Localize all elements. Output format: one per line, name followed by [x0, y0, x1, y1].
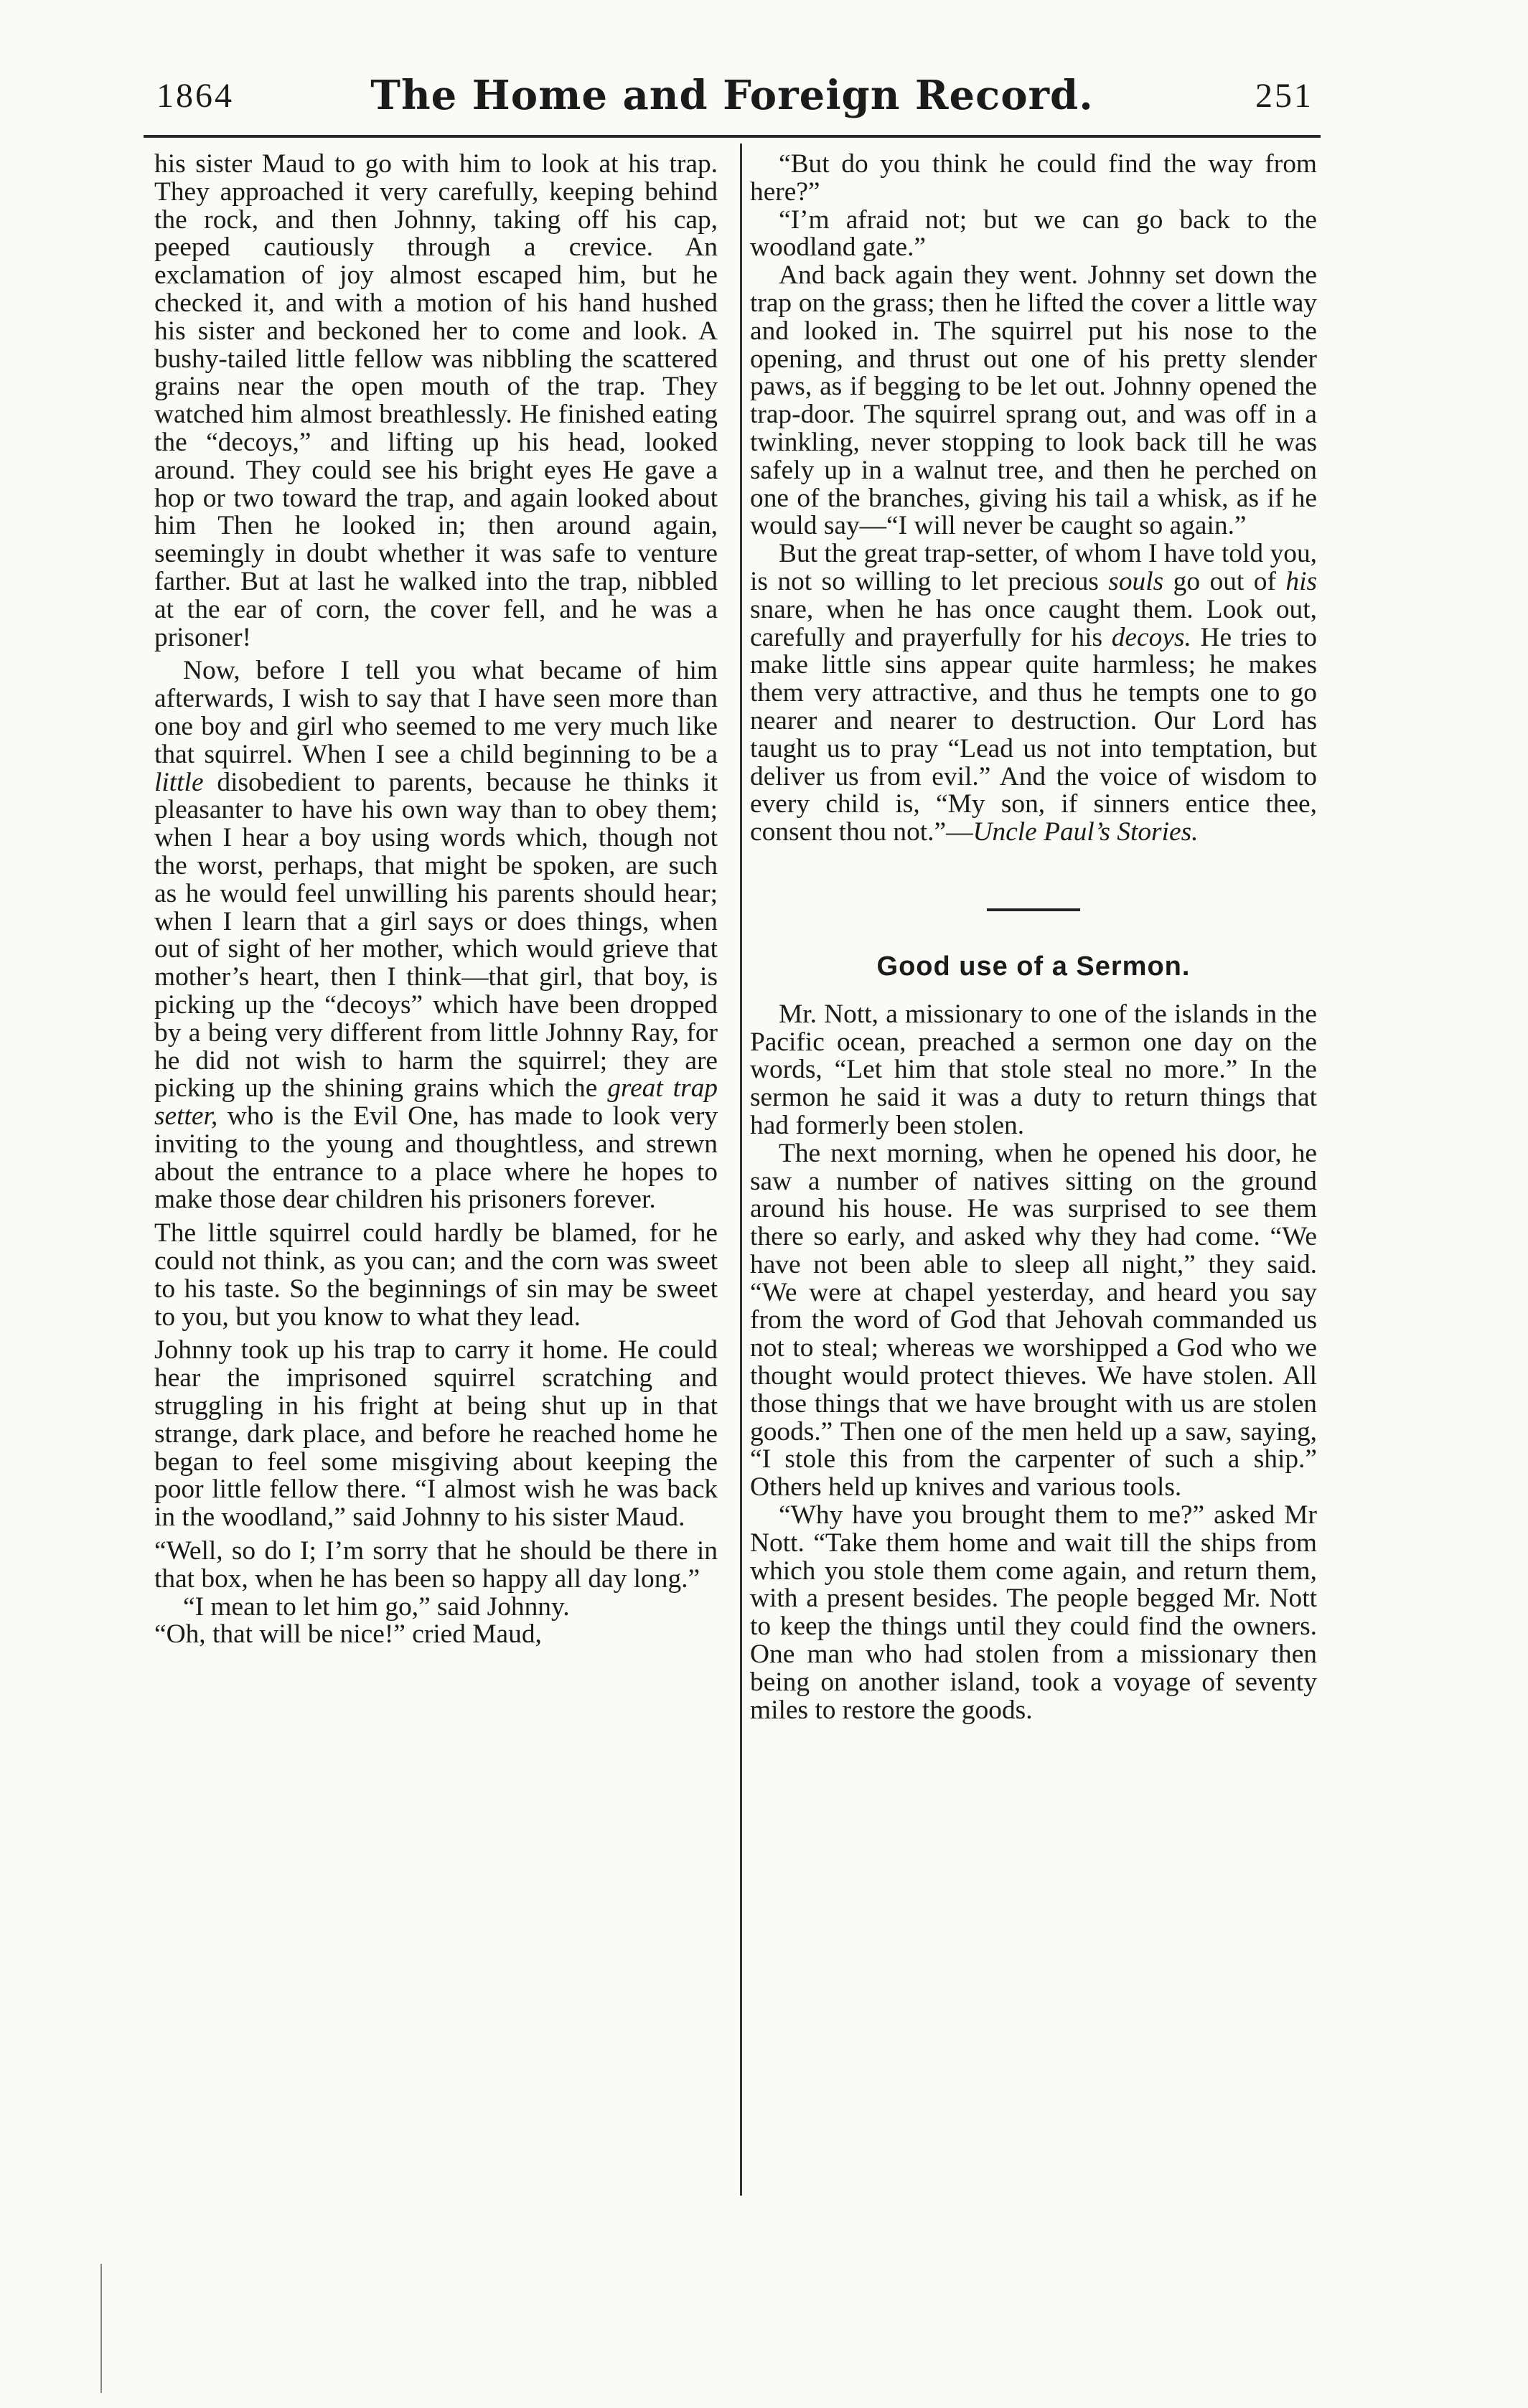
header-year: 1864 — [156, 77, 234, 115]
paragraph: Now, before I tell you what became of him afterwards, I wish to say that I have seen more than one boy and girl who seemed to me very much like that squirrel. When I see a child beginning to be a little disobedient to parents, because he thinks it pleasanter to have his own way than to obey them; when I hear a boy using words which, though not the worst, perhaps, that might be spoken, are such as he would feel unwilling his parents should hear; when I learn that a girl says or does things, when out of sight of her mother, which would grieve that mother’s heart, then I think—that girl, that boy, is picking up the “decoys” which have been dropped by a being very different from little Johnny Ray, for he did not wish to harm the squirrel; they are picking up the shining grains which the great trap setter, who is the Evil One, has made to look very inviting to the young and thoughtless, and strewn about the entrance to a place where he hopes to make those dear children his prisoners forever. — [154, 656, 718, 1215]
emphasis: his — [1285, 566, 1318, 596]
section-separator — [987, 908, 1080, 911]
page-header — [144, 72, 1321, 141]
source-citation: Uncle Paul’s Stories. — [972, 817, 1199, 847]
emphasis: decoys. — [1111, 622, 1191, 652]
paragraph: Johnny took up his trap to carry it home. He could hear the imprisoned squirrel scratching and struggling in his fright at being shut up in that strange, dark place, and before he reached home he began to feel some misgiving about keeping the poor little fellow there. “I almost wish he was back in the woodland,” said Johnny to his sister Maud. — [154, 1335, 718, 1533]
paragraph: “Well, so do I; I’m sorry that he should be there in that box, when he has been so happy all day long.” — [154, 1536, 718, 1594]
emphasis: souls — [1108, 566, 1164, 596]
emphasis: great trap setter, — [154, 1073, 718, 1132]
paragraph: “I’m afraid not; but we can go back to the woodland gate.” — [750, 204, 1317, 263]
paragraph: But the great trap-setter, of whom I have told you, is not so willing to let precious souls go out of his snare, when he has once caught them. Look out, carefully and prayerfully for his decoys. He tries to make little sins appear quite harmless; he makes them very attractive, and thus he tempts one to go nearer and nearer to destruction. Our Lord has taught us to pray “Lead us not into temptation, but deliver us from evil.” And the voice of wisdom to every child is, “My son, if sinners entice thee, consent thou not.”—Uncle Paul’s Stories. — [750, 539, 1318, 847]
margin-mark — [100, 2264, 102, 2393]
paragraph: “I mean to let him go,” said Johnny. — [183, 1591, 570, 1622]
header-rule — [144, 135, 1321, 138]
paragraph: The little squirrel could hardly be blamed, for he could not think, as you can; and the corn was sweet to his taste. So the beginnings of sin may be sweet to you, but you know to what they lead. — [154, 1218, 718, 1332]
section-heading: Good use of a Sermon. — [876, 951, 1191, 982]
paragraph: The next morning, when he opened his door, he saw a number of natives sitting on the ground around his house. He was surprised to see them there so early, and asked why they had come. “We have not been able to sleep all night,” they said. “We were at chapel yesterday, and heard you say from the word of God that Jehovah commanded us not to steal; whereas we worshipped a God who we thought would protect thieves. We have stolen. All those things that we have brought with us are stolen goods.” Then one of the men held up a saw, saying, “I stole this from the carpenter of such a ship.” Others held up knives and various tools. — [750, 1138, 1317, 1502]
paragraph: “But do you think he could find the way from here?” — [750, 149, 1317, 207]
journal-title: The Home and Foreign Record. — [370, 72, 1094, 119]
paragraph: Mr. Nott, a missionary to one of the islands in the Pacific ocean, preached a sermon one day on the words, “Let him that stole steal no more.” In the sermon he said it was a duty to return things that had formerly been stolen. — [750, 999, 1317, 1140]
page-number: 251 — [1255, 77, 1313, 115]
paragraph: “Oh, that will be nice!” cried Maud, — [154, 1619, 542, 1650]
emphasis: little — [154, 767, 204, 797]
left-column — [154, 151, 718, 1649]
paragraph: his sister Maud to go with him to look at his trap. They approached it very carefully, keeping behind the rock, and then Johnny, taking off his cap, peeped cautiously through a crevice. An exclamation of joy almost escaped him, but he checked it, and with a motion of his hand hushed his sister and beckoned her to come and look. A bushy-tailed little fellow was nibbling the scattered grains near the open mouth of the trap. They watched him almost breathlessly. He finished eating the “decoys,” and lifting up his head, looked around. They could see his bright eyes He gave a hop or two toward the trap, and again looked about him Then he looked in; then around again, seemingly in doubt whether it was safe to venture farther. But at last he walked into the trap, nibbled at the ear of corn, the cover fell, and he was a prisoner! — [154, 149, 718, 652]
paragraph: And back again they went. Johnny set down the trap on the grass; then he lifted the cover a little way and looked in. The squirrel put his nose to the opening, and thrust out one of his pretty slender paws, as if begging to be let out. Johnny opened the trap-door. The squirrel sprang out, and was off in a twinkling, never stopping to look back till he was safely up in a walnut tree, and then he perched on one of the branches, giving his tail a whisk, as if he would say—“I will never be caught so again.” — [750, 260, 1317, 541]
paragraph: “Why have you brought them to me?” asked Mr Nott. “Take them home and wait till the ships from which you stole them come again, and return them, with a present besides. The people begged Mr. Nott to keep the things until they could find the owners. One man who had stolen from a missionary then being on another island, took a voyage of seventy miles to restore the goods. — [750, 1500, 1317, 1725]
column-divider — [740, 144, 742, 2196]
right-column — [750, 151, 1317, 1724]
